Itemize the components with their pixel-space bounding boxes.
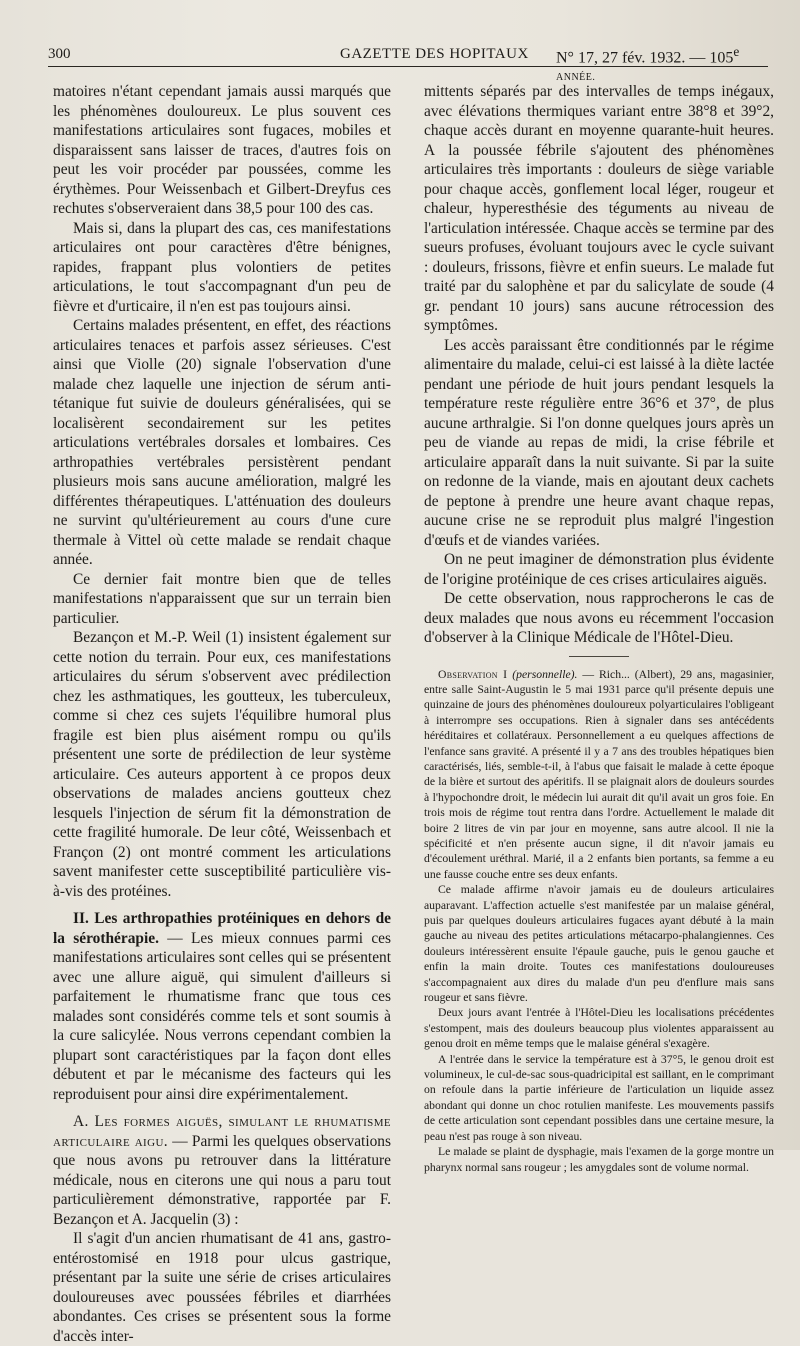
observation-paragraph: Deux jours avant l'entrée à l'Hôtel-Dieu les localisations précédentes s'estompent, mais des douleurs beaucoup plus violentes apparaissent au genou droit en même temps que le malaise général s'exagère. [424, 1006, 774, 1051]
subsection-text: — Parmi les quelques observations que nous avons pu retrouver dans la littérature médicale, nous en citerons une qui nous a paru tout particulièrement démonstrative, rapportée par F. Bezançon et A. Jacquelin (3) : [53, 1132, 391, 1228]
observation-paragraph: Ce malade affirme n'avoir jamais eu de douleurs articulaires auparavant. L'affection actuelle s'est manifestée par un malaise général, puis par quelques douleurs articulaires fugaces ayant débuté à la main gauche au niveau des petites articulations métacarpo-phalangiennes. Ces douleurs intéressèrent ensuite l'épaule gauche, puis le genou gauche et enfin la main droite. Toutes ces manifestations douloureuses s'accompagnaient aux dires du malade d'un peu d'enflure mais sans rougeur et sans fièvre. [424, 883, 774, 1005]
right-column [424, 82, 774, 1175]
section-paragraph [53, 909, 391, 1104]
issue-superscript: e [733, 44, 740, 59]
separator-rule [569, 656, 629, 657]
subsection-title: A. Les formes aiguës, simulant le rhumatisme articulaire aigu. [53, 1113, 391, 1150]
left-column [53, 82, 391, 1346]
issue-number: N° 17, 27 fév. 1932. — 105 [556, 49, 734, 67]
paragraph: De cette observation, nous rapprocherons le cas de deux malades que nous avons eu récemment l'occasion d'observer à la Clinique Médicale de l'Hôtel-Dieu. [424, 590, 774, 646]
paragraph: mittents séparés par des intervalles de temps inégaux, avec élévations thermiques variant entre 38°8 et 39°2, chaque accès durant en moyenne quarante-huit heures. A la poussée fébrile s'ajoutent des phénomènes articulaires très importants : douleurs de siège variable pour chaque accès, gonflement local léger, rougeur et chaleur, hyperesthésie des téguments au niveau de l'articulation intéressée. Chaque accès se termine par des sueurs profuses, évoluant toujours avec le cycle suivant : douleurs, frissons, fièvre et enfin sueurs. Le malade fut traité par du salophène et par du salicylate de soude (4 gr. pendant 10 jours) sans aucune rétrocession des symptômes. [424, 83, 774, 334]
paragraph: On ne peut imaginer de démonstration plus évidente de l'origine protéinique de ces crises articulaires aiguës. [424, 551, 774, 588]
paragraph: Mais si, dans la plupart des cas, ces manifestations articulaires ont pour caractères d'être bénignes, rapides, frappant plus volontiers de petites articulations, le tout s'accompagnant d'un peu de fièvre et d'urticaire, il n'en est pas toujours ainsi. [53, 219, 391, 315]
observation-label: Observation I [438, 667, 508, 681]
observation-paragraph: Le malade se plaint de dysphagie, mais l'examen de la gorge montre un pharynx normal sans rougeur ; les amygdales sont de volume normal. [424, 1145, 774, 1174]
observation-text: — Rich... (Albert), 29 ans, magasinier, entre salle Saint-Augustin le 5 mai 1931 parce qu'il présente depuis une quinzaine de jours des phénomènes douloureux polyarticulaires l'obligeant à interrompre ses occupations. Rien à signaler dans ses antécédents héréditaires et collatéraux. Personnellement a eu quelques affections de l'enfance sans gravité. A présenté il y a 7 ans des troubles hépatiques bien caractérisés, liés, semble-t-il, à l'abus que faisait le malade à cette époque de la bière et surtout des apéritifs. Il se plaignait alors de douleurs sourdes à l'hypochondre droit, le médecin lui aurait dit qu'il avait un gros foie. En trois mois de régime tout rentra dans l'ordre. Actuellement le malade dit boire 2 litres de vin par jour en moyenne, sans autre alcool. Il nie la spécificité et n'en présente aucun signe, il dit n'avoir jamais eu d'écoulement uréthral. Marié, il a 2 enfants bien portants, sa femme a eu une fausse couche entre ses deux enfants. [424, 667, 775, 881]
issue-info [556, 44, 768, 85]
subsection-paragraph [53, 1112, 391, 1229]
section-text: — Les mieux connues parmi ces manifestations articulaires sont celles qui se présentent avec une allure aiguë, qui simulent d'ailleurs si parfaitement le rhumatisme franc que tous ces malades sont considérés comme tels et sont soumis à la cure salicylée. Nous verrons cependant combien la plupart sont caractéristiques par la façon dont elles débutent et par le mécanisme des facteurs qui les reproduisent pour ainsi dire expérimentalement. [53, 929, 391, 1103]
observation-block [424, 667, 774, 1175]
observation-paragraph [424, 667, 774, 883]
paragraph: matoires n'étant cependant jamais aussi marqués que les phénomènes douloureux. Le plus souvent ces manifestations articulaires sont fugaces, mobiles et disparaissent sans laisser de traces, d'autres fois on peut les voir procéder par poussées, comme les érythèmes. Pour Weissenbach et Gilbert-Dreyfus ces rechutes s'observeraient dans 38,5 pour 100 des cas. [53, 83, 391, 217]
page-header [48, 40, 768, 84]
paragraph: Certains malades présentent, en effet, des réactions articulaires tenaces et parfois assez sérieuses. C'est ainsi que Violle (20) signale l'observation d'une malade chez laquelle une injection de sérum anti-tétanique fut suivie de douleurs généralisées, qui se localisèrent secondairement sur les petites articulations vertébrales dorsales et lombaires. Ces arthropathies vertébrales persistèrent pendant plusieurs mois sans aucune amélioration, malgré les différentes thérapeutiques. L'atténuation des douleurs ne survint qu'ultérieurement au cours d'une cure thermale à Vittel où cette malade se rendait chaque année. [53, 317, 391, 568]
page-number: 300 [48, 46, 71, 62]
issue-annee: ANNÉE. [556, 72, 596, 84]
observation-paragraph: A l'entrée dans le service la température est à 37°5, le genou droit est volumineux, le cul-de-sac sous-quadricipital est saillant, en le comprimant on refoule dans la partie inférieure de l'articulation un liquide assez abondant qui donne un choc rotulien manifeste. Les mouvements passifs de cette articulation sont cependant possibles dans une certaine mesure, la peau n'est pas rouge à son niveau. [424, 1052, 774, 1143]
paragraph: Il s'agit d'un ancien rhumatisant de 41 ans, gastro-entérostomisé en 1918 pour ulcus gastrique, présentant par la suite une série de crises articulaires douloureuses avec poussées fébriles et diarrhées abondantes. Ces crises se présentent sous la forme d'accès inter- [53, 1230, 391, 1345]
section-title: II. Les arthropathies protéiniques en dehors de la sérothérapie. [53, 910, 391, 947]
observation-label-paren: (personnelle). [512, 667, 578, 681]
paragraph: Les accès paraissant être conditionnés par le régime alimentaire du malade, celui-ci est laissé à la diète lactée pendant une période de huit jours pendant lesquels la température reste régulière entre 36°6 et 37°, de plus aucune arthralgie. Si l'on donne quelques jours après un peu de viande au repas de midi, la crise fébrile et articulaire apparaît dans la nuit suivante. Si par la suite on redonne de la viande, mais en ajoutant deux cachets de peptone à prendre une heure avant chaque repas, aucune crise ne se reproduit plus malgré l'ingestion d'œufs et de viandes variées. [424, 336, 774, 549]
journal-title: GAZETTE DES HOPITAUX [340, 46, 529, 62]
paragraph: Bezançon et M.-P. Weil (1) insistent également sur cette notion du terrain. Pour eux, ces manifestations articulaires du sérum s'observent avec prédilection chez les asthmatiques, les goutteux, les tuberculeux, comme si chez ces sujets l'équilibre humoral plus fragile est bien plus aisément rompu ou qu'ils présentent une sorte de prédilection de leur système articulaire. Ces auteurs apportent à ce propos deux observations de malades anciens goutteux chez lesquels l'injection de sérum fit la démonstration de cette fragilité humorale. De leur côté, Weissenbach et Françon (2) ont montré comment les articulations savent manifester cette susceptibilité particulière vis-à-vis des protéines. [53, 629, 391, 900]
paragraph: Ce dernier fait montre bien que de telles manifestations n'apparaissent que sur un terrain bien particulier. [53, 570, 391, 627]
